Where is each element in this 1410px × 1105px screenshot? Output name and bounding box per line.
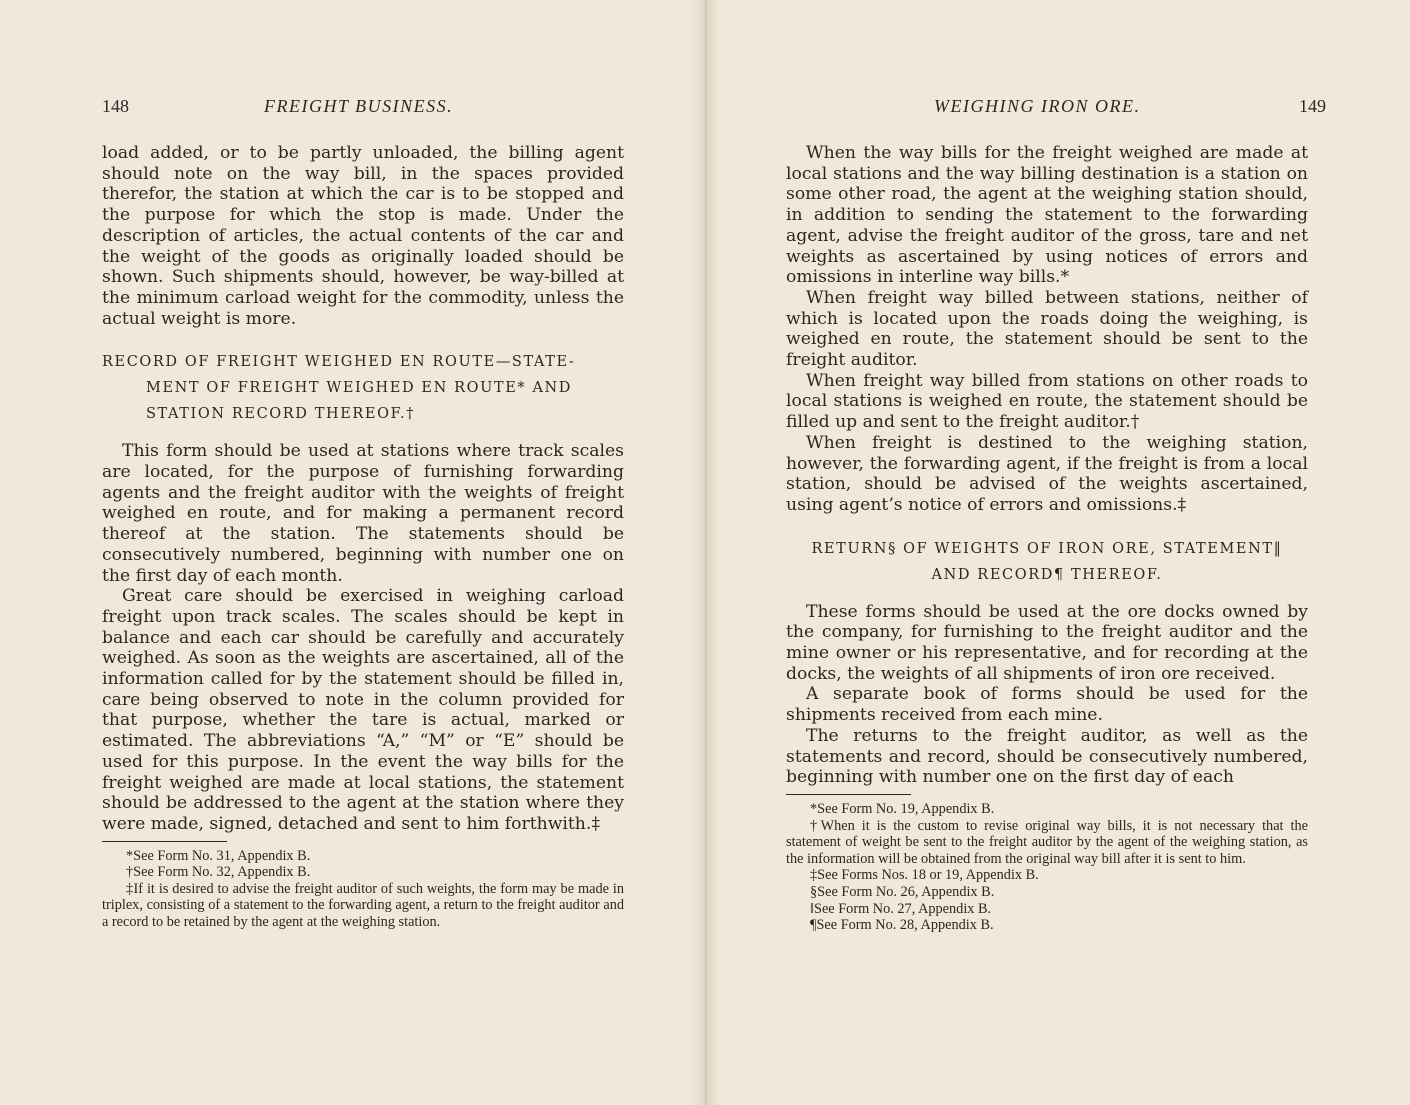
right-running-head [934,96,1326,120]
left-running-head [102,96,626,120]
right-footnote-3: ‡See Forms Nos. 18 or 19, Appendix B. [810,867,1039,884]
left-heading-line-1: RECORD OF FREIGHT WEIGHED EN ROUTE—STATE- [102,354,576,371]
right-footnote-6: ¶See Form No. 28, Appendix B. [810,917,994,934]
right-page-number: 149 [1299,96,1326,116]
right-paragraph-4: When freight is destined to the weighing station, however, the forwarding agent, if the freight is from a local station, should be advised of the weights ascertained, using agent’s notice of errors and omissions.‡ [786,432,1308,515]
left-heading-line-3: STATION RECORD THEREOF.† [146,406,416,423]
right-footnotes [786,801,1308,934]
left-running-title: FREIGHT BUSINESS. [264,96,454,116]
right-paragraph-7: The returns to the freight auditor, as well as the statements and record, should be consecutively numbered, beginning with number one on the first day of each [786,725,1308,788]
left-heading-line-2: MENT OF FREIGHT WEIGHED EN ROUTE* AND [146,380,573,397]
right-heading-line-1: RETURN§ OF WEIGHTS OF IRON ORE, STATEMENT‖ [811,540,1283,557]
right-running-title: WEIGHING IRON ORE. [934,96,1141,116]
right-section-heading [786,536,1308,588]
left-footnote-1: *See Form No. 31, Appendix B. [126,847,311,864]
right-paragraph-1: When the way bills for the freight weighed are made at local stations and the way billing destination is a station on some other road, the agent at the weighing station should, in addition to sending the statement to the forwarding agent, advise the freight auditor of the gross, tare and net weights as ascertained by using notices of errors and omissions in interline way bills.* [786,143,1308,288]
right-footnote-1: *See Form No. 19, Appendix B. [810,800,995,817]
right-body [786,143,1308,934]
left-paragraph-1: load added, or to be partly unloaded, the billing agent should note on the way bill, in the spaces provided therefor, the station at which the car is to be stopped and the purpose for which the stop is made. Under the description of articles, the actual contents of the car and the weight of the goods as originally loaded should be shown. Such shipments should, however, be way-billed at the minimum carload weight for the commodity, unless the actual weight is more. [102,143,624,329]
left-footnote-3: ‡If it is desired to advise the freight auditor of such weights, the form may be made in triplex, consisting of a statement to the forwarding agent, a return to the freight auditor and a record to be retained by the agent at the weighing station. [102,880,624,931]
right-paragraph-6: A separate book of forms should be used for the shipments received from each mine. [786,684,1308,726]
right-paragraph-5: These forms should be used at the ore docks owned by the company, for furnishing to the freight auditor and the mine owner or his representative, and for recording at the docks, the weights of all shipments of iron ore received. [786,601,1308,684]
book-gutter [692,0,720,1105]
right-paragraph-2: When freight way billed between stations, neither of which is located upon the roads doing the weighing, is weighed en route, the statement should be sent to the freight auditor. [786,287,1308,371]
right-footnote-rule [786,794,911,795]
right-paragraph-3: When freight way billed from stations on other roads to local stations is weighed en route, the statement should be filled up and sent to the freight auditor.† [786,370,1308,433]
left-paragraph-2: This form should be used at stations where track scales are located, for the purpose of furnishing forwarding agents and the freight auditor with the weights of freight weighed en route, and for making a permanent record thereof at the station. The statements should be consecutively numbered, beginning with number one on the first day of each month. [102,441,624,586]
right-footnote-2: †When it is the custom to revise original way bills, it is not necessary that the statement of weight be sent to the freight auditor by the agent of the weighing station, as the information will be obtained from the original way bill after it is sent to him. [786,817,1308,867]
right-footnote-5: ‖See Form No. 27, Appendix B. [810,900,992,917]
right-heading-line-2: AND RECORD¶ THEREOF. [931,566,1163,583]
left-paragraph-3: Great care should be exercised in weighing carload freight upon track scales. The scales should be kept in balance and each car should be carefully and accurately weighed. As soon as the weights are ascertained, all of the information called for by the statement should be filled in, care being observed to note in the column provided for that purpose, whether the tare is actual, marked or estimated. The abbreviations “A,” “M” or “E” should be used for this purpose. In the event the way bills for the freight weighed are made at local stations, the statement should be addressed to the agent at the station where they were made, signed, detached and sent to him forthwith.‡ [102,586,624,834]
left-body [102,143,624,931]
left-section-heading [102,349,624,427]
left-page-number: 148 [102,96,129,116]
right-footnote-4: §See Form No. 26, Appendix B. [810,883,995,900]
left-footnote-rule [102,841,227,842]
right-page [706,0,1410,1105]
left-footnotes [102,848,624,931]
left-footnote-2: †See Form No. 32, Appendix B. [126,864,311,881]
